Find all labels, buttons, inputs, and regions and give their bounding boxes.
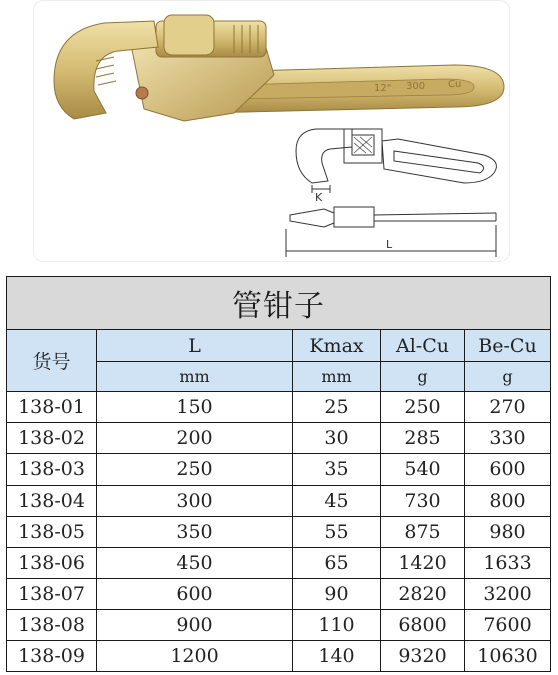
cell-kmax: 110 (293, 609, 381, 640)
table-row (7, 454, 551, 485)
unit-be-cu: g (465, 362, 551, 392)
table-row (7, 392, 551, 423)
cell-kmax: 35 (293, 454, 381, 485)
cell-code: 138-02 (7, 423, 97, 454)
diagram-label-k: K (315, 191, 323, 204)
engraving-length: 300 (406, 81, 426, 92)
header-code: 货号 (7, 330, 97, 392)
cell-al-cu: 285 (381, 423, 465, 454)
table-row (7, 547, 551, 578)
cell-kmax: 55 (293, 516, 381, 547)
table-row (7, 516, 551, 547)
spec-table (6, 276, 551, 672)
cell-code: 138-08 (7, 609, 97, 640)
engraving-size: 12" (374, 83, 392, 94)
cell-l: 1200 (97, 640, 293, 671)
cell-kmax: 45 (293, 485, 381, 516)
cell-code: 138-03 (7, 454, 97, 485)
cell-be-cu: 600 (465, 454, 551, 485)
cell-code: 138-05 (7, 516, 97, 547)
header-be-cu: Be-Cu (465, 330, 551, 362)
cell-be-cu: 1633 (465, 547, 551, 578)
cell-l: 350 (97, 516, 293, 547)
table-row (7, 423, 551, 454)
table-row (7, 609, 551, 640)
cell-kmax: 30 (293, 423, 381, 454)
cell-kmax: 140 (293, 640, 381, 671)
cell-be-cu: 10630 (465, 640, 551, 671)
cell-al-cu: 540 (381, 454, 465, 485)
cell-be-cu: 3200 (465, 578, 551, 609)
pipe-wrench-illustration (34, 1, 510, 262)
engraving-material: Cu (448, 79, 462, 90)
cell-be-cu: 980 (465, 516, 551, 547)
cell-l: 450 (97, 547, 293, 578)
table-title: 管钳子 (7, 277, 551, 330)
header-al-cu: Al-Cu (381, 330, 465, 362)
cell-l: 900 (97, 609, 293, 640)
cell-l: 150 (97, 392, 293, 423)
cell-kmax: 90 (293, 578, 381, 609)
unit-l: mm (97, 362, 293, 392)
cell-kmax: 25 (293, 392, 381, 423)
cell-al-cu: 250 (381, 392, 465, 423)
cell-code: 138-07 (7, 578, 97, 609)
cell-kmax: 65 (293, 547, 381, 578)
cell-al-cu: 875 (381, 516, 465, 547)
table-title-row (7, 277, 551, 330)
cell-al-cu: 730 (381, 485, 465, 516)
table-row (7, 578, 551, 609)
cell-code: 138-04 (7, 485, 97, 516)
cell-al-cu: 9320 (381, 640, 465, 671)
product-image-panel (33, 0, 510, 262)
cell-l: 600 (97, 578, 293, 609)
cell-code: 138-09 (7, 640, 97, 671)
header-l: L (97, 330, 293, 362)
header-row (7, 330, 551, 362)
cell-be-cu: 7600 (465, 609, 551, 640)
cell-al-cu: 6800 (381, 609, 465, 640)
cell-al-cu: 2820 (381, 578, 465, 609)
table-row (7, 485, 551, 516)
cell-code: 138-06 (7, 547, 97, 578)
cell-l: 200 (97, 423, 293, 454)
cell-l: 300 (97, 485, 293, 516)
cell-be-cu: 270 (465, 392, 551, 423)
wrench-photo (54, 15, 504, 121)
cell-be-cu: 800 (465, 485, 551, 516)
cell-l: 250 (97, 454, 293, 485)
table-row (7, 640, 551, 671)
diagram-label-l: L (386, 238, 393, 251)
cell-code: 138-01 (7, 392, 97, 423)
unit-al-cu: g (381, 362, 465, 392)
header-kmax: Kmax (293, 330, 381, 362)
unit-kmax: mm (293, 362, 381, 392)
cell-be-cu: 330 (465, 423, 551, 454)
cell-al-cu: 1420 (381, 547, 465, 578)
